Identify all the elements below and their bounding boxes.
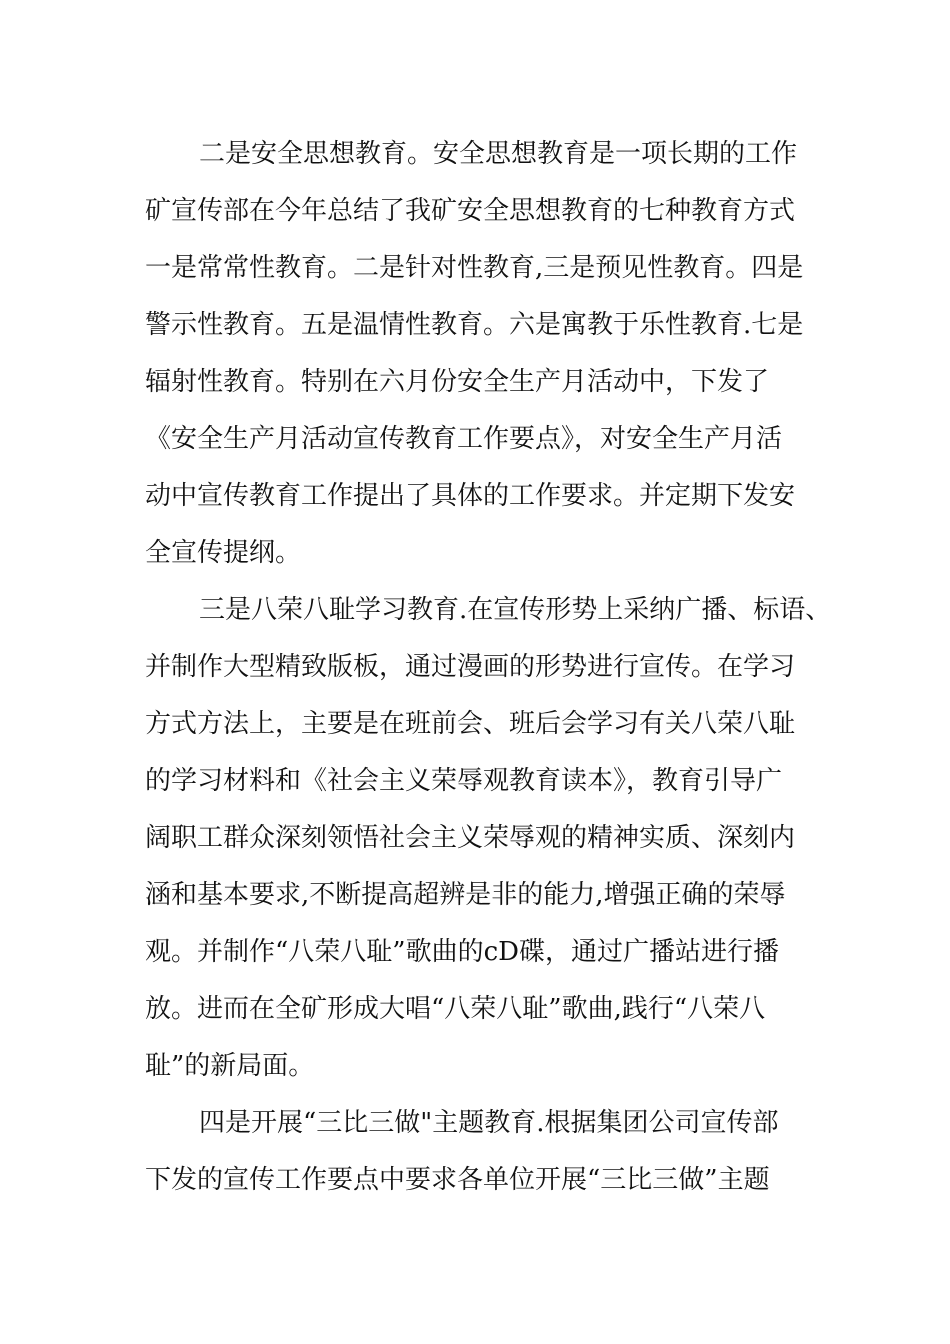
- paragraph-line: 方式方法上，主要是在班前会、班后会学习有关八荣八耻: [145, 709, 796, 739]
- paragraph-line: 三是八荣八耻学习教育.在宣传形势上采纳广播、标语、: [199, 595, 832, 625]
- paragraph-safety-education: [145, 126, 845, 582]
- paragraph-line: 并制作大型精致版板，通过漫画的形势进行宣传。在学习: [145, 652, 796, 682]
- paragraph-line: 动中宣传教育工作提出了具体的工作要求。并定期下发安: [145, 481, 796, 511]
- paragraph-line: 阔职工群众深刻领悟社会主义荣辱观的精神实质、深刻内: [145, 823, 796, 853]
- paragraph-line: 一是常常性教育。二是针对性教育,三是预见性教育。四是: [145, 253, 804, 283]
- paragraph-line: 观。并制作“八荣八耻”歌曲的cD碟，通过广播站进行播: [145, 937, 779, 967]
- paragraph-line: 涵和基本要求,不断提高超辨是非的能力,增强正确的荣辱: [145, 880, 786, 910]
- paragraph-line: 辐射性教育。特别在六月份安全生产月活动中，下发了: [145, 367, 770, 397]
- document-body: [145, 126, 845, 1209]
- paragraph-eight-honors: [145, 582, 845, 1095]
- paragraph-line: 二是安全思想教育。安全思想教育是一项长期的工作: [199, 139, 798, 169]
- paragraph-three-compare: [145, 1095, 845, 1209]
- paragraph-line: 耻”的新局面。: [145, 1051, 315, 1081]
- paragraph-line: 下发的宣传工作要点中要求各单位开展“三比三做”主题: [145, 1165, 770, 1195]
- paragraph-line: 四是开展“三比三做"主题教育.根据集团公司宣传部: [199, 1108, 779, 1138]
- paragraph-line: 警示性教育。五是温情性教育。六是寓教于乐性教育.七是: [145, 310, 804, 340]
- paragraph-line: 放。进而在全矿形成大唱“八荣八耻”歌曲,践行“八荣八: [145, 994, 766, 1024]
- paragraph-line: 全宣传提纲。: [145, 538, 302, 568]
- paragraph-line: 《安全生产月活动宣传教育工作要点》，对安全生产月活: [145, 424, 783, 454]
- paragraph-line: 的学习材料和《社会主义荣辱观教育读本》，教育引导广: [145, 766, 783, 796]
- paragraph-line: 矿宣传部在今年总结了我矿安全思想教育的七种教育方式: [145, 196, 796, 226]
